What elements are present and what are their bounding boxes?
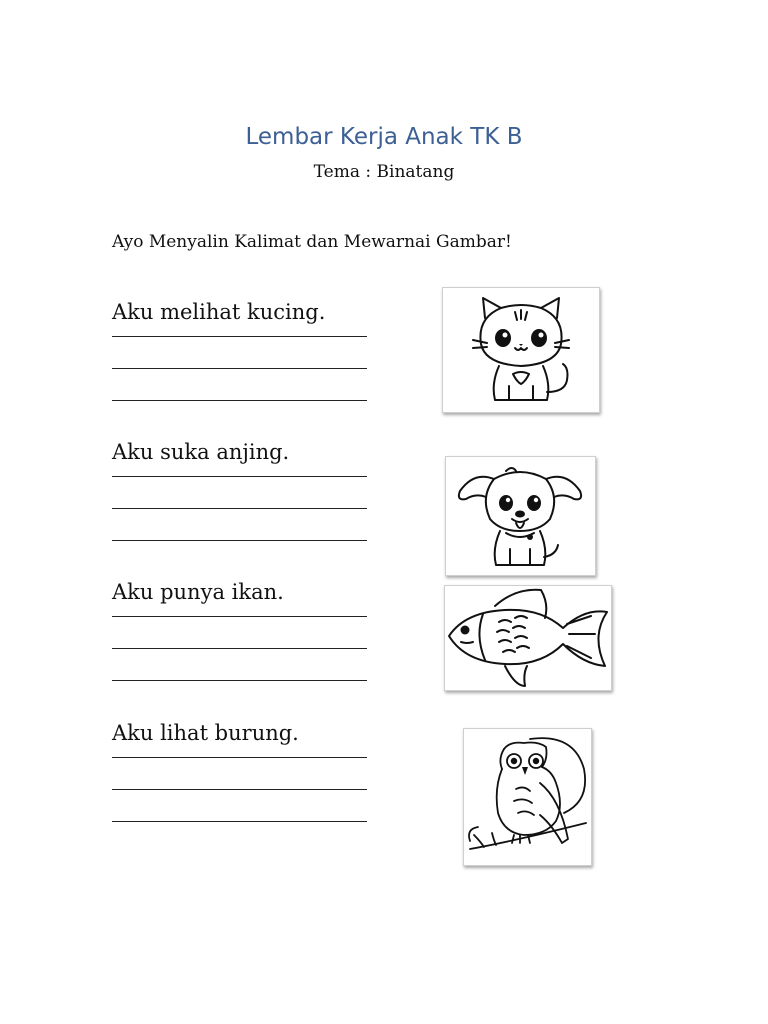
worksheet-instruction: Ayo Menyalin Kalimat dan Mewarnai Gambar! [112,232,512,252]
writing-line [112,648,367,649]
exercise-fish [112,576,412,681]
worksheet-title: Lembar Kerja Anak TK B [245,124,523,150]
writing-line [112,400,367,401]
exercise-sentence: Aku suka anjing. [112,440,290,464]
writing-line [112,757,367,758]
cat-icon [443,288,599,412]
fish-icon [445,586,611,690]
writing-line [112,508,367,509]
writing-line [112,336,367,337]
writing-line [112,821,367,822]
exercise-dog [112,436,412,541]
writing-line [112,368,367,369]
dog-coloring-picture [445,456,596,576]
exercise-sentence: Aku melihat kucing. [112,300,326,324]
writing-line [112,680,367,681]
writing-line [112,476,367,477]
exercise-cat [112,296,412,401]
writing-line [112,540,367,541]
writing-line [112,789,367,790]
writing-line [112,616,367,617]
cat-coloring-picture [442,287,600,413]
exercise-sentence: Aku lihat burung. [112,721,299,745]
worksheet-theme: Tema : Binatang [313,162,455,182]
owl-icon [464,729,591,865]
owl-coloring-picture [463,728,592,866]
exercise-sentence: Aku punya ikan. [112,580,284,604]
fish-coloring-picture [444,585,612,691]
exercise-bird [112,717,412,822]
dog-icon [446,457,595,575]
